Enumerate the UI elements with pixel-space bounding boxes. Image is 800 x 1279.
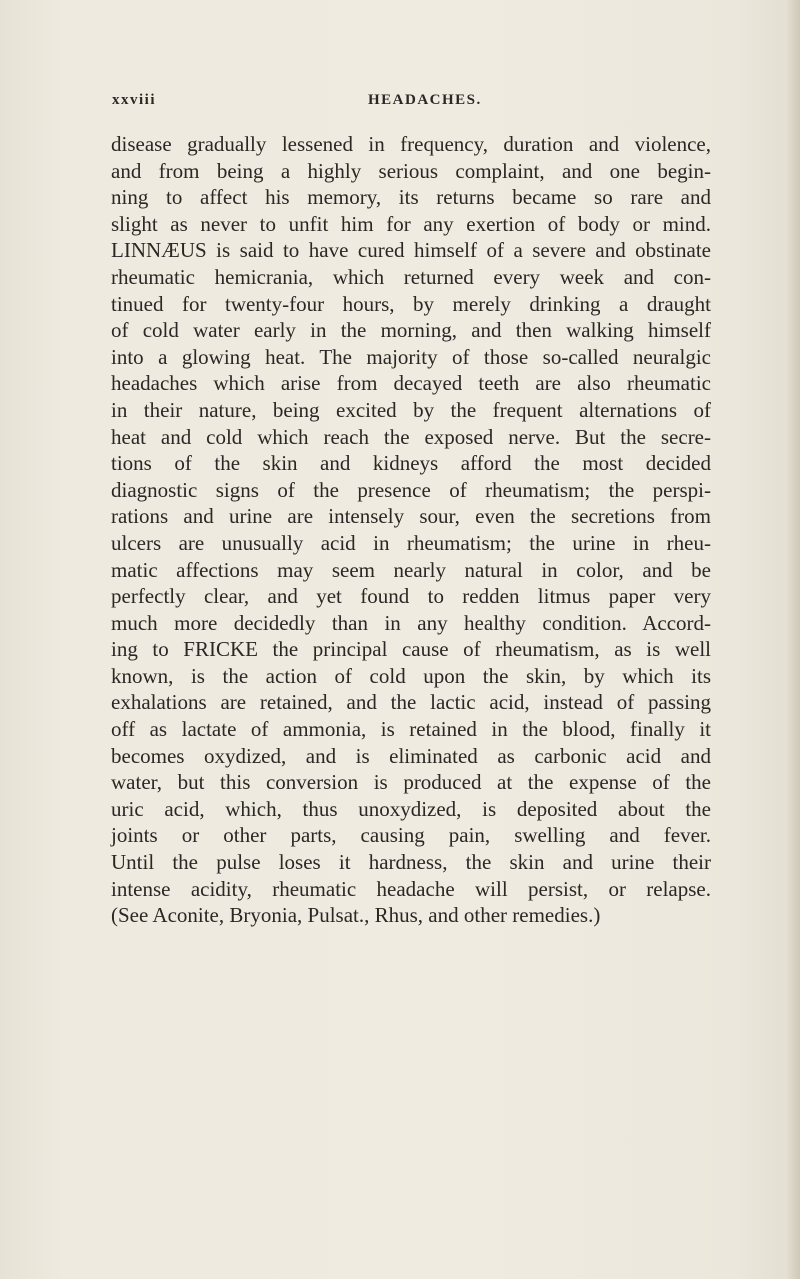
- text-line: matic affections may seem nearly natural in color, and be: [111, 557, 711, 582]
- text-line: and from being a highly serious complaint, and one begin-: [111, 158, 711, 183]
- text-line: ing to FRICKE the principal cause of rheumatism, as is well: [111, 637, 711, 662]
- text-line: of cold water early in the morning, and then walking himself: [111, 318, 711, 343]
- text-line: rations and urine are intensely sour, even the secretions from: [111, 504, 711, 529]
- running-head: HEADACHES.: [368, 92, 482, 108]
- text-line: tions of the skin and kidneys afford the most decided: [111, 451, 711, 476]
- text-line: off as lactate of ammonia, is retained in the blood, finally it: [111, 717, 711, 742]
- body-text: [111, 131, 711, 929]
- text-line: headaches which arise from decayed teeth are also rheumatic: [111, 371, 711, 396]
- text-line: perfectly clear, and yet found to redden litmus paper very: [111, 584, 711, 609]
- text-line: rheumatic hemicrania, which returned every week and con-: [111, 264, 711, 289]
- text-line: known, is the action of cold upon the skin, by which its: [111, 663, 711, 688]
- text-line: diagnostic signs of the presence of rheumatism; the perspi-: [111, 477, 711, 502]
- text-line: much more decidedly than in any healthy condition. Accord-: [111, 610, 711, 635]
- text-line: uric acid, which, thus unoxydized, is deposited about the: [111, 796, 711, 821]
- page-edge-shadow: [786, 0, 800, 1279]
- text-line: in their nature, being excited by the frequent alternations of: [111, 397, 711, 422]
- page-number: xxviii: [112, 92, 157, 108]
- text-line: ning to affect his memory, its returns became so rare and: [111, 185, 711, 210]
- text-line: into a glowing heat. The majority of those so-called neuralgic: [111, 344, 711, 369]
- text-line: disease gradually lessened in frequency, duration and violence,: [111, 132, 711, 156]
- text-line: (See Aconite, Bryonia, Pulsat., Rhus, and other remedies.): [111, 903, 601, 928]
- text-line: LINNÆUS is said to have cured himself of a severe and obstinate: [111, 238, 711, 263]
- text-line: heat and cold which reach the exposed nerve. But the secre-: [111, 424, 711, 449]
- text-line: becomes oxydized, and is eliminated as carbonic acid and: [111, 743, 711, 768]
- text-line: water, but this conversion is produced at the expense of the: [111, 770, 711, 795]
- text-line: intense acidity, rheumatic headache will persist, or relapse.: [111, 876, 711, 901]
- text-line: slight as never to unfit him for any exertion of body or mind.: [111, 211, 711, 236]
- text-line: exhalations are retained, and the lactic acid, instead of passing: [111, 690, 711, 715]
- text-line: joints or other parts, causing pain, swelling and fever.: [111, 823, 711, 848]
- text-line: ulcers are unusually acid in rheumatism; the urine in rheu-: [111, 530, 711, 555]
- text-line: tinued for twenty-four hours, by merely drinking a draught: [111, 291, 711, 316]
- page-header: [112, 92, 712, 116]
- text-line: Until the pulse loses it hardness, the skin and urine their: [111, 850, 711, 875]
